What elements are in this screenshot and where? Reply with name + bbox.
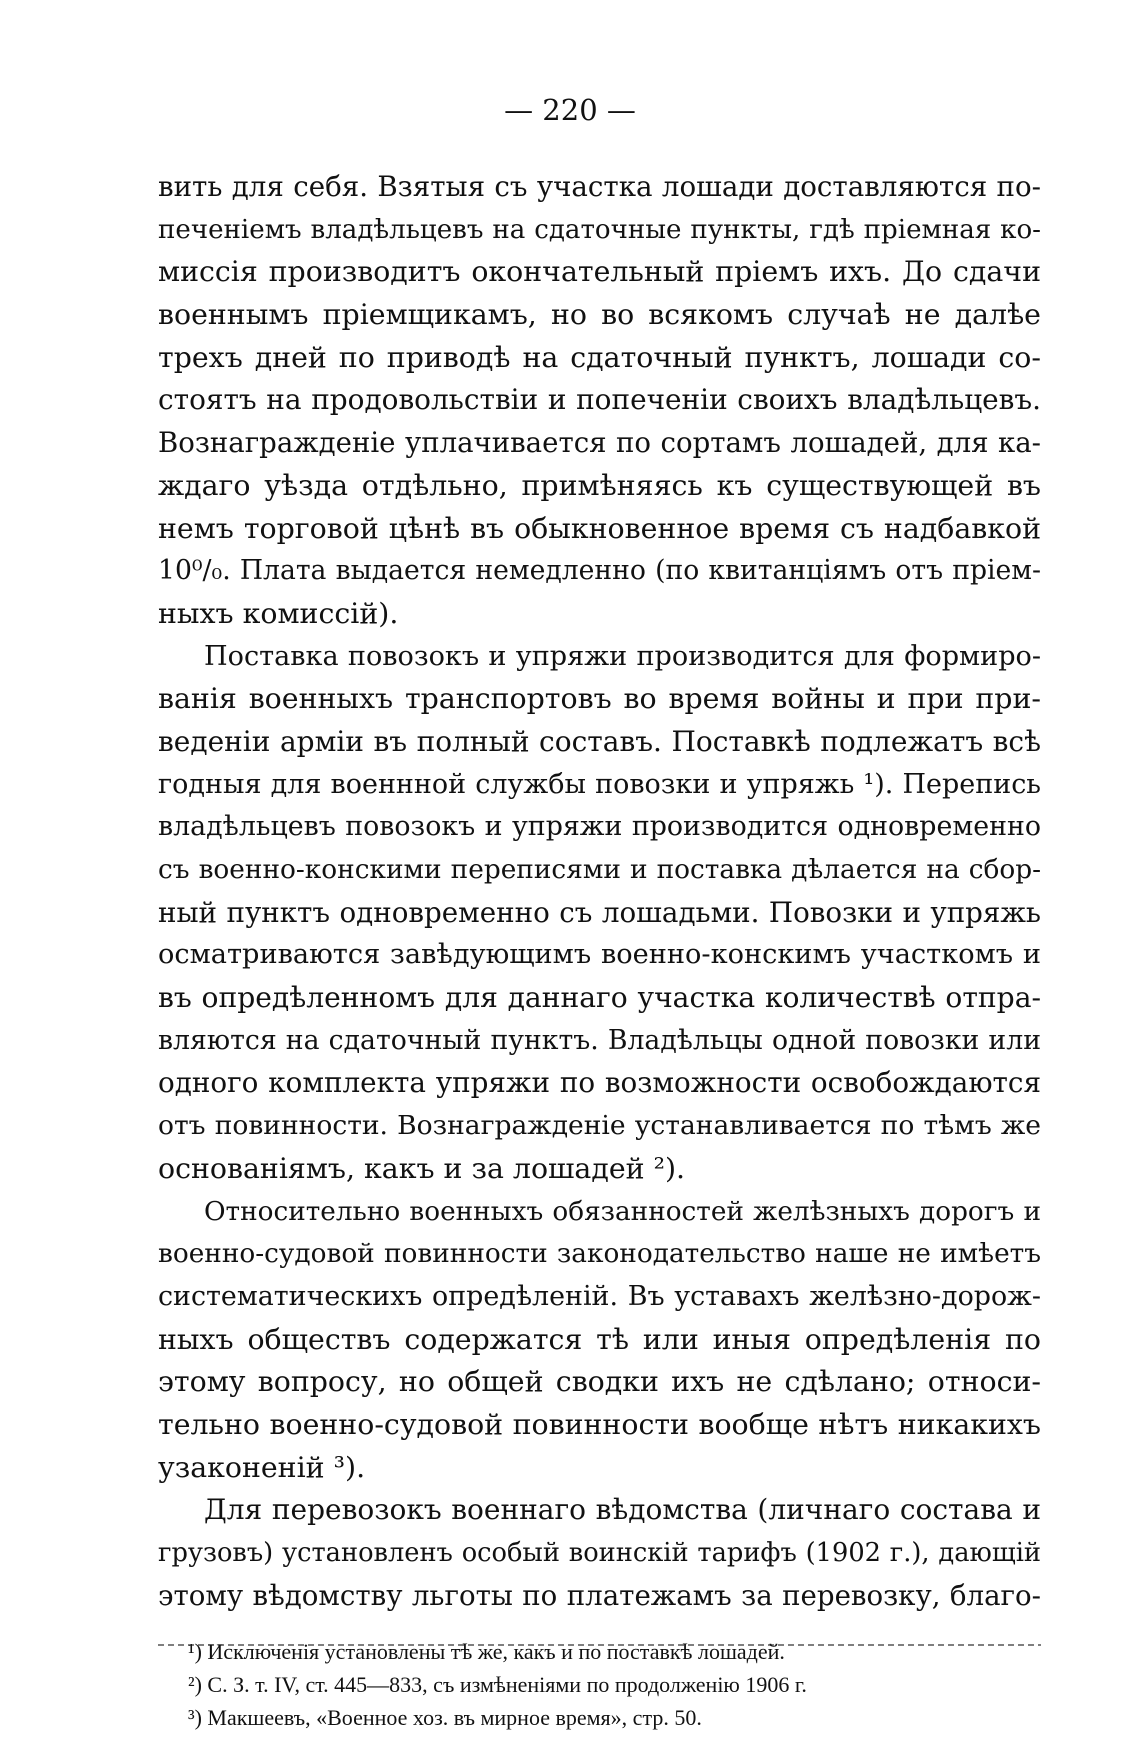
text-line: ный пунктъ одновременно съ лошадьми. Повозки и упряжь <box>158 895 1041 929</box>
text-line: годныя для военнной службы повозки и упряжь ¹). Перепись <box>158 768 1041 800</box>
text-line: одного комплекта упряжи по возможности освобождаются <box>158 1066 1041 1100</box>
text-line: ванія военныхъ транспортовъ во время войны и при при- <box>158 682 1041 716</box>
text-line: этому вѣдомству льготы по платежамъ за перевозку, благо- <box>158 1578 1041 1612</box>
paragraph-2 <box>158 636 1041 1191</box>
text-line: владѣльцевъ повозокъ и упряжи производится одновременно <box>158 811 1041 843</box>
text-line: основаніямъ, какъ и за лошадей ²). <box>158 1151 686 1185</box>
paragraph-4 <box>158 1489 1041 1617</box>
text-line: военно-судовой повинности законодательство наше не имѣетъ <box>158 1239 1041 1270</box>
body-text <box>158 166 1041 1617</box>
text-line: Для перевозокъ военнаго вѣдомства (личнаго состава и <box>204 1493 1041 1527</box>
text-line: немъ торговой цѣнѣ въ обыкновенное время съ надбавкой <box>158 511 1041 545</box>
text-line: этому вопросу, но общей сводки ихъ не сдѣлано; относи- <box>158 1365 1041 1399</box>
text-line: военнымъ пріемщикамъ, но во всякомъ случаѣ не далѣе <box>158 298 1041 332</box>
text-line: ныхъ обществъ содержатся тѣ или иныя опредѣленія по <box>158 1322 1041 1356</box>
text-line: Относительно военныхъ обязанностей желѣзныхъ дорогъ и <box>204 1196 1041 1227</box>
text-line: узаконеній ³). <box>158 1450 366 1484</box>
text-line: стоятъ на продовольствіи и попеченіи своихъ владѣльцевъ. <box>158 383 1041 417</box>
text-line: миссія производитъ окончательный пріемъ ихъ. До сдачи <box>158 255 1041 289</box>
paragraph-1 <box>158 166 1041 636</box>
text-line: веденіи арміи въ полный составъ. Поставкѣ подлежатъ всѣ <box>158 724 1041 758</box>
text-line: съ военно-конскими переписями и поставка дѣлается на сбор- <box>158 855 1041 885</box>
text-line: грузовъ) установленъ особый воинскій тарифъ (1902 г.), дающій <box>158 1538 1041 1568</box>
text-line: ждаго уѣзда отдѣльно, примѣняясь къ существующей въ <box>158 468 1041 502</box>
text-line: Вознагражденіе уплачивается по сортамъ лошадей, для ка- <box>158 426 1041 460</box>
text-line: трехъ дней по приводѣ на сдаточный пунктъ, лошади со- <box>158 340 1041 374</box>
text-line: тельно военно-судовой повинности вообще нѣтъ никакихъ <box>158 1407 1041 1441</box>
footnote-3: ³) Макшеевъ, «Военное хоз. въ мирное время», стр. 50. <box>188 1705 702 1730</box>
text-line: осматриваются завѣдующимъ военно-конскимъ участкомъ и <box>158 939 1041 971</box>
text-line: ныхъ комиссій). <box>158 596 399 630</box>
text-line: Поставка повозокъ и упряжи производится для формиро- <box>204 640 1041 672</box>
text-line: систематическихъ опредѣленій. Въ уставахъ желѣзно-дорож- <box>158 1280 1041 1312</box>
paragraph-3 <box>158 1191 1041 1490</box>
text-line: въ опредѣленномъ для даннаго участка количествѣ отпра- <box>158 981 1041 1015</box>
text-line: отъ повинности. Вознагражденіе устанавливается по тѣмъ же <box>158 1110 1041 1142</box>
footnote-2: ²) С. З. т. IV, ст. 445—833, съ измѣненіями по продолженію 1906 г. <box>188 1672 807 1697</box>
text-line: вить для себя. Взятыя съ участка лошади доставляются по- <box>158 170 1041 203</box>
text-line: 10⁰/₀. Плата выдается немедленно (по квитанціямъ отъ пріем- <box>158 555 1041 587</box>
text-line: вляются на сдаточный пунктъ. Владѣльцы одной повозки или <box>158 1024 1041 1056</box>
footnote-1: ¹) Исключенія установлены тѣ же, какъ и по поставкѣ лошадей. <box>188 1639 785 1664</box>
page-number: — 220 — <box>504 93 636 127</box>
text-line: печеніемъ владѣльцевъ на сдаточные пункты, гдѣ пріемная ко- <box>158 214 1041 245</box>
